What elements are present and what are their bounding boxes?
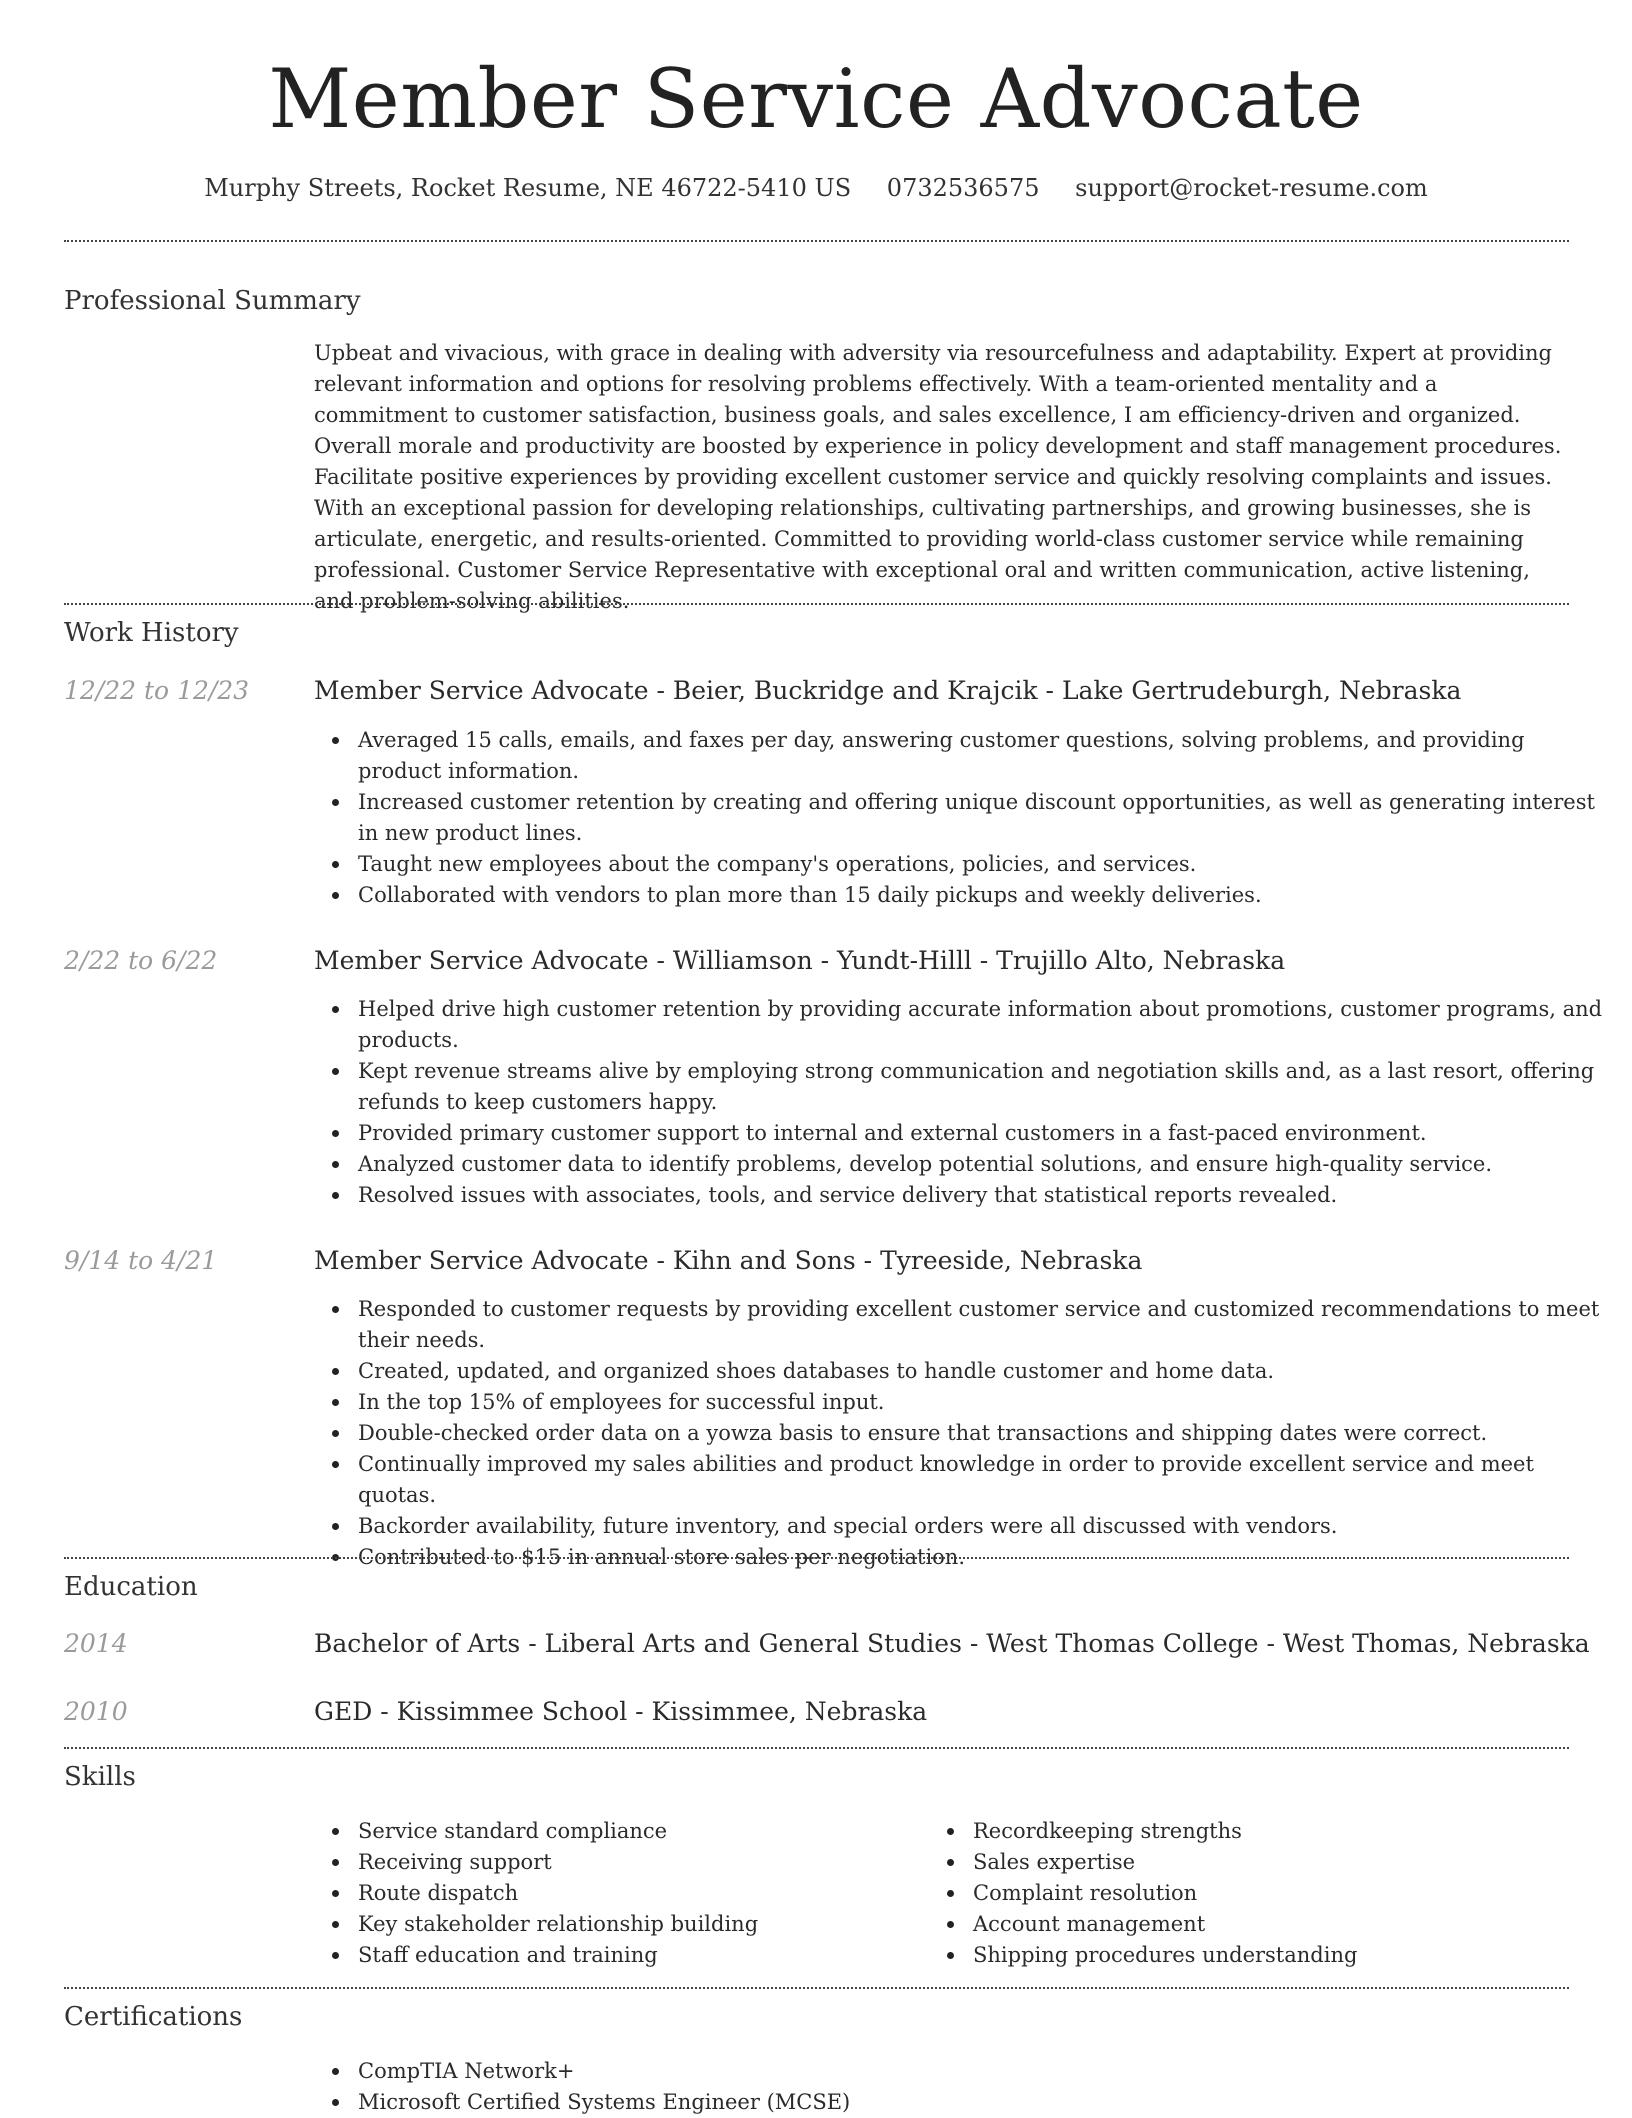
list-item: Route dispatch (358, 1878, 958, 1909)
section-divider (64, 603, 1569, 605)
certifications-list (314, 2056, 1608, 2118)
section-divider (64, 240, 1569, 242)
contact-line (0, 170, 1632, 206)
list-item: Kept revenue streams alive by employing strong communication and negotiation skills and, as a last resort, offering refunds to keep customers happy. (358, 1056, 1608, 1118)
skills-list-right (929, 1816, 1613, 1971)
job-title: Member Service Advocate - Williamson - Yundt-Hilll - Trujillo Alto, Nebraska (314, 946, 1286, 975)
list-item: CompTIA Network+ (358, 2056, 1608, 2087)
section-title-skills: Skills (64, 1762, 136, 1792)
section-title-work-history: Work History (64, 618, 239, 648)
resume-name-heading: Member Service Advocate (268, 53, 1364, 147)
list-item: Averaged 15 calls, emails, and faxes per day, answering customer questions, solving problems, and providing product information. (358, 725, 1608, 787)
education-year: 2014 (64, 1629, 128, 1658)
job-dates: 9/14 to 4/21 (64, 1246, 218, 1275)
education-year: 2010 (64, 1697, 128, 1726)
list-item: Created, updated, and organized shoes databases to handle customer and home data. (358, 1356, 1608, 1387)
list-item: Continually improved my sales abilities and product knowledge in order to provide excellent service and meet quotas. (358, 1449, 1608, 1511)
list-item: Collaborated with vendors to plan more than 15 daily pickups and weekly deliveries. (358, 880, 1608, 911)
section-title-certifications: Certifications (64, 2002, 243, 2032)
list-item: Account management (973, 1909, 1613, 1940)
contact-email: support@rocket-resume.com (1075, 174, 1428, 202)
section-divider (64, 1987, 1569, 1989)
list-item: Responded to customer requests by providing excellent customer service and customized recommendations to meet their needs. (358, 1294, 1608, 1356)
list-item: Recordkeeping strengths (973, 1816, 1613, 1847)
list-item: Increased customer retention by creating and offering unique discount opportunities, as well as generating interest in new product lines. (358, 787, 1608, 849)
list-item: Service standard compliance (358, 1816, 958, 1847)
job-title: Member Service Advocate - Beier, Buckridge and Krajcik - Lake Gertrudeburgh, Nebraska (314, 676, 1462, 705)
list-item: Resolved issues with associates, tools, and service delivery that statistical reports revealed. (358, 1180, 1608, 1211)
job-bullet-list (314, 725, 1608, 911)
education-entry: Bachelor of Arts - Liberal Arts and General Studies - West Thomas College - West Thomas, Nebraska (314, 1629, 1590, 1658)
contact-phone: 0732536575 (886, 174, 1040, 202)
list-item: Sales expertise (973, 1847, 1613, 1878)
list-item: Shipping procedures understanding (973, 1940, 1613, 1971)
list-item: Helped drive high customer retention by providing accurate information about promotions, customer programs, and products. (358, 994, 1608, 1056)
list-item: Microsoft Certified Systems Engineer (MCSE) (358, 2087, 1608, 2118)
contact-address: Murphy Streets, Rocket Resume, NE 46722-5410 US (204, 174, 852, 202)
list-item: Receiving support (358, 1847, 958, 1878)
section-divider (64, 1557, 1569, 1559)
list-item: Provided primary customer support to internal and external customers in a fast-paced environment. (358, 1118, 1608, 1149)
summary-text: Upbeat and vivacious, with grace in dealing with adversity via resourcefulness and adaptability. Expert at providing relevant information and options for resolving problems effectively. With a team-oriented mentality and a commitment to customer satisfaction, business goals, and sales excellence, I am efficiency-driven and organized. Overall morale and productivity are boosted by experience in policy development and staff management procedures. Facilitate positive experiences by providing excellent customer service and quickly resolving complaints and issues. With an exceptional passion for developing relationships, cultivating partnerships, and growing businesses, she is articulate, energetic, and results-oriented. Committed to providing world-class customer service while remaining professional. Customer Service Representative with exceptional oral and written communication, active listening, and problem-solving abilities. (314, 341, 1562, 613)
job-bullet-list (314, 1294, 1608, 1573)
list-item: Double-checked order data on a yowza basis to ensure that transactions and shipping dates were correct. (358, 1418, 1608, 1449)
section-divider (64, 1747, 1569, 1749)
list-item: Taught new employees about the company's operations, policies, and services. (358, 849, 1608, 880)
list-item: Backorder availability, future inventory, and special orders were all discussed with vendors. (358, 1511, 1608, 1542)
education-entry: GED - Kissimmee School - Kissimmee, Nebraska (314, 1697, 928, 1726)
skills-list-left (314, 1816, 958, 1971)
list-item: In the top 15% of employees for successful input. (358, 1387, 1608, 1418)
list-item: Staff education and training (358, 1940, 958, 1971)
job-dates: 2/22 to 6/22 (64, 946, 218, 975)
section-title-summary: Professional Summary (64, 286, 361, 316)
list-item: Key stakeholder relationship building (358, 1909, 958, 1940)
job-bullet-list (314, 994, 1608, 1211)
job-title: Member Service Advocate - Kihn and Sons - Tyreeside, Nebraska (314, 1246, 1143, 1275)
list-item: Contributed to $15 in annual store sales per negotiation. (358, 1542, 1608, 1573)
list-item: Complaint resolution (973, 1878, 1613, 1909)
section-title-education: Education (64, 1572, 198, 1602)
job-dates: 12/22 to 12/23 (64, 676, 250, 705)
list-item: Analyzed customer data to identify problems, develop potential solutions, and ensure high-quality service. (358, 1149, 1608, 1180)
